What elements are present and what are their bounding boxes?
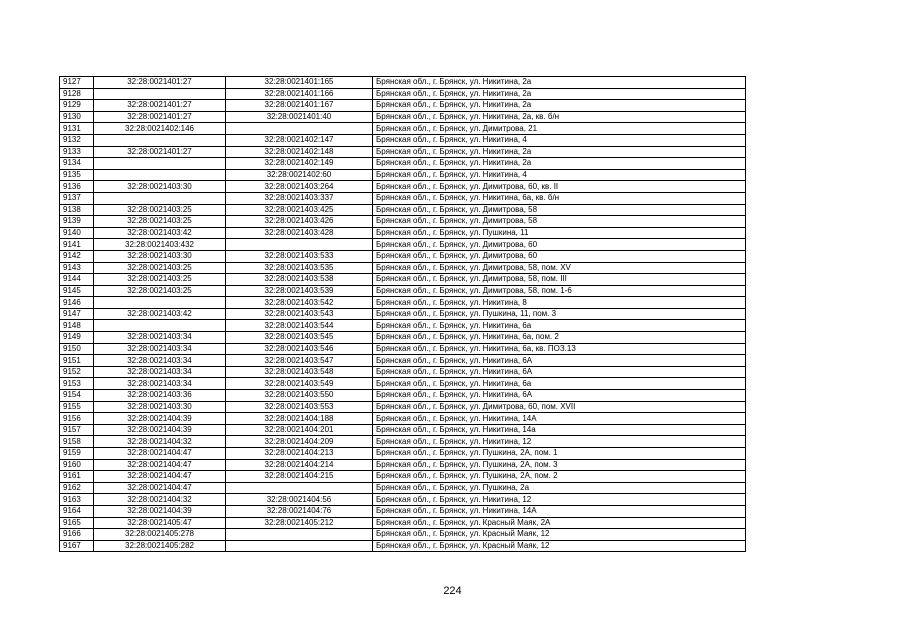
object-number-cell: 32:28:0021401:167	[226, 100, 373, 112]
address-cell: Брянская обл., г. Брянск, ул. Никитина, 12	[373, 436, 746, 448]
object-number-cell: 32:28:0021402:149	[226, 158, 373, 170]
address-cell: Брянская обл., г. Брянск, ул. Пушкина, 2а	[373, 482, 746, 494]
row-number-cell: 9158	[60, 436, 94, 448]
table-row	[60, 366, 746, 378]
address-cell: Брянская обл., г. Брянск, ул. Никитина, 2а	[373, 146, 746, 158]
object-number-cell: 32:28:0021403:549	[226, 378, 373, 390]
address-cell: Брянская обл., г. Брянск, ул. Красный Маяк, 12	[373, 529, 746, 541]
object-number-cell: 32:28:0021403:539	[226, 285, 373, 297]
cadastral-table	[59, 76, 746, 552]
object-number-cell: 32:28:0021403:544	[226, 320, 373, 332]
table-row	[60, 123, 746, 135]
address-cell: Брянская обл., г. Брянск, ул. Димитрова, 58, пом. 1-6	[373, 285, 746, 297]
object-number-cell: 32:28:0021405:212	[226, 517, 373, 529]
table-row	[60, 529, 746, 541]
object-number-cell: 32:28:0021401:40	[226, 111, 373, 123]
parcel-number-cell	[94, 158, 226, 170]
parcel-number-cell: 32:28:0021401:27	[94, 111, 226, 123]
page-number: 224	[443, 585, 462, 597]
address-cell: Брянская обл., г. Брянск, ул. Никитина, 8	[373, 297, 746, 309]
table-row	[60, 204, 746, 216]
address-cell: Брянская обл., г. Брянск, ул. Никитина, 12	[373, 494, 746, 506]
table-row	[60, 285, 746, 297]
parcel-number-cell: 32:28:0021404:39	[94, 424, 226, 436]
object-number-cell	[226, 123, 373, 135]
row-number-cell: 9139	[60, 216, 94, 228]
parcel-number-cell: 32:28:0021403:25	[94, 204, 226, 216]
table-row	[60, 100, 746, 112]
object-number-cell: 32:28:0021403:535	[226, 262, 373, 274]
parcel-number-cell: 32:28:0021404:47	[94, 459, 226, 471]
parcel-number-cell: 32:28:0021403:42	[94, 227, 226, 239]
object-number-cell: 32:28:0021403:337	[226, 192, 373, 204]
table-row	[60, 355, 746, 367]
parcel-number-cell: 32:28:0021402:146	[94, 123, 226, 135]
parcel-number-cell: 32:28:0021404:47	[94, 471, 226, 483]
parcel-number-cell: 32:28:0021405:282	[94, 540, 226, 552]
object-number-cell: 32:28:0021403:533	[226, 250, 373, 262]
parcel-number-cell: 32:28:0021403:30	[94, 181, 226, 193]
object-number-cell: 32:28:0021403:546	[226, 343, 373, 355]
row-number-cell: 9166	[60, 529, 94, 541]
row-number-cell: 9142	[60, 250, 94, 262]
parcel-number-cell: 32:28:0021401:27	[94, 100, 226, 112]
parcel-number-cell: 32:28:0021403:25	[94, 285, 226, 297]
address-cell: Брянская обл., г. Брянск, ул. Димитрова, 60, кв. II	[373, 181, 746, 193]
row-number-cell: 9163	[60, 494, 94, 506]
row-number-cell: 9152	[60, 366, 94, 378]
address-cell: Брянская обл., г. Брянск, ул. Никитина, 6а, кв. б/н	[373, 192, 746, 204]
parcel-number-cell	[94, 297, 226, 309]
row-number-cell: 9148	[60, 320, 94, 332]
row-number-cell: 9131	[60, 123, 94, 135]
address-cell: Брянская обл., г. Брянск, ул. Красный Маяк, 2А	[373, 517, 746, 529]
table-row	[60, 169, 746, 181]
parcel-number-cell	[94, 88, 226, 100]
address-cell: Брянская обл., г. Брянск, ул. Никитина, 14А	[373, 413, 746, 425]
row-number-cell: 9132	[60, 134, 94, 146]
row-number-cell: 9150	[60, 343, 94, 355]
table-row	[60, 181, 746, 193]
table-row	[60, 192, 746, 204]
object-number-cell: 32:28:0021404:201	[226, 424, 373, 436]
address-cell: Брянская обл., г. Брянск, ул. Димитрова, 58, пом. III	[373, 274, 746, 286]
address-cell: Брянская обл., г. Брянск, ул. Никитина, 6А	[373, 355, 746, 367]
address-cell: Брянская обл., г. Брянск, ул. Никитина, 4	[373, 134, 746, 146]
parcel-number-cell: 32:28:0021404:32	[94, 436, 226, 448]
table-row	[60, 239, 746, 251]
row-number-cell: 9129	[60, 100, 94, 112]
row-number-cell: 9167	[60, 540, 94, 552]
table-row	[60, 540, 746, 552]
parcel-number-cell: 32:28:0021405:47	[94, 517, 226, 529]
object-number-cell: 32:28:0021404:56	[226, 494, 373, 506]
parcel-number-cell: 32:28:0021403:30	[94, 401, 226, 413]
object-number-cell: 32:28:0021404:188	[226, 413, 373, 425]
table-row	[60, 308, 746, 320]
row-number-cell: 9128	[60, 88, 94, 100]
object-number-cell: 32:28:0021402:148	[226, 146, 373, 158]
object-number-cell: 32:28:0021403:545	[226, 332, 373, 344]
table-row	[60, 77, 746, 89]
parcel-number-cell: 32:28:0021403:34	[94, 378, 226, 390]
table-body	[60, 77, 746, 552]
address-cell: Брянская обл., г. Брянск, ул. Димитрова, 58	[373, 216, 746, 228]
row-number-cell: 9136	[60, 181, 94, 193]
address-cell: Брянская обл., г. Брянск, ул. Никитина, 4	[373, 169, 746, 181]
parcel-number-cell: 32:28:0021403:25	[94, 262, 226, 274]
table-row	[60, 297, 746, 309]
object-number-cell: 32:28:0021403:264	[226, 181, 373, 193]
row-number-cell: 9147	[60, 308, 94, 320]
address-cell: Брянская обл., г. Брянск, ул. Никитина, 2а, кв. б/н	[373, 111, 746, 123]
object-number-cell: 32:28:0021403:553	[226, 401, 373, 413]
parcel-number-cell: 32:28:0021403:34	[94, 343, 226, 355]
table-row	[60, 448, 746, 460]
object-number-cell: 32:28:0021404:209	[226, 436, 373, 448]
row-number-cell: 9159	[60, 448, 94, 460]
address-cell: Брянская обл., г. Брянск, ул. Никитина, 14а	[373, 424, 746, 436]
address-cell: Брянская обл., г. Брянск, ул. Никитина, 6а, кв. ПОЗ.13	[373, 343, 746, 355]
address-cell: Брянская обл., г. Брянск, ул. Никитина, 6а, пом. 2	[373, 332, 746, 344]
row-number-cell: 9133	[60, 146, 94, 158]
row-number-cell: 9165	[60, 517, 94, 529]
row-number-cell: 9134	[60, 158, 94, 170]
parcel-number-cell: 32:28:0021401:27	[94, 77, 226, 89]
table-row	[60, 274, 746, 286]
parcel-number-cell: 32:28:0021404:47	[94, 482, 226, 494]
object-number-cell: 32:28:0021403:543	[226, 308, 373, 320]
parcel-number-cell	[94, 192, 226, 204]
object-number-cell	[226, 540, 373, 552]
address-cell: Брянская обл., г. Брянск, ул. Никитина, 2а	[373, 88, 746, 100]
table-row	[60, 320, 746, 332]
table-row	[60, 146, 746, 158]
row-number-cell: 9161	[60, 471, 94, 483]
parcel-number-cell: 32:28:0021403:36	[94, 390, 226, 402]
parcel-number-cell: 32:28:0021403:25	[94, 274, 226, 286]
address-cell: Брянская обл., г. Брянск, ул. Димитрова, 58, пом. XV	[373, 262, 746, 274]
address-cell: Брянская обл., г. Брянск, ул. Пушкина, 2А, пом. 1	[373, 448, 746, 460]
parcel-number-cell: 32:28:0021404:32	[94, 494, 226, 506]
object-number-cell: 32:28:0021402:147	[226, 134, 373, 146]
address-cell: Брянская обл., г. Брянск, ул. Никитина, 6А	[373, 366, 746, 378]
row-number-cell: 9130	[60, 111, 94, 123]
table-row	[60, 413, 746, 425]
row-number-cell: 9153	[60, 378, 94, 390]
parcel-number-cell: 32:28:0021404:39	[94, 413, 226, 425]
parcel-number-cell	[94, 169, 226, 181]
parcel-number-cell: 32:28:0021403:34	[94, 332, 226, 344]
row-number-cell: 9162	[60, 482, 94, 494]
row-number-cell: 9138	[60, 204, 94, 216]
row-number-cell: 9145	[60, 285, 94, 297]
object-number-cell	[226, 239, 373, 251]
parcel-number-cell: 32:28:0021405:278	[94, 529, 226, 541]
object-number-cell	[226, 482, 373, 494]
row-number-cell: 9149	[60, 332, 94, 344]
row-number-cell: 9164	[60, 505, 94, 517]
address-cell: Брянская обл., г. Брянск, ул. Димитрова, 60	[373, 250, 746, 262]
address-cell: Брянская обл., г. Брянск, ул. Никитина, 6а	[373, 320, 746, 332]
row-number-cell: 9127	[60, 77, 94, 89]
address-cell: Брянская обл., г. Брянск, ул. Никитина, 6А	[373, 390, 746, 402]
table-row	[60, 134, 746, 146]
table-row	[60, 378, 746, 390]
object-number-cell: 32:28:0021401:166	[226, 88, 373, 100]
row-number-cell: 9140	[60, 227, 94, 239]
row-number-cell: 9154	[60, 390, 94, 402]
table-row	[60, 343, 746, 355]
parcel-number-cell	[94, 320, 226, 332]
table-row	[60, 111, 746, 123]
address-cell: Брянская обл., г. Брянск, ул. Пушкина, 11, пом. 3	[373, 308, 746, 320]
parcel-number-cell: 32:28:0021403:25	[94, 216, 226, 228]
object-number-cell: 32:28:0021404:214	[226, 459, 373, 471]
object-number-cell	[226, 529, 373, 541]
address-cell: Брянская обл., г. Брянск, ул. Пушкина, 2А, пом. 2	[373, 471, 746, 483]
address-cell: Брянская обл., г. Брянск, ул. Димитрова, 21	[373, 123, 746, 135]
address-cell: Брянская обл., г. Брянск, ул. Пушкина, 11	[373, 227, 746, 239]
table-row	[60, 517, 746, 529]
address-cell: Брянская обл., г. Брянск, ул. Димитрова, 60	[373, 239, 746, 251]
parcel-number-cell: 32:28:0021404:39	[94, 505, 226, 517]
object-number-cell: 32:28:0021403:426	[226, 216, 373, 228]
parcel-number-cell: 32:28:0021403:432	[94, 239, 226, 251]
object-number-cell: 32:28:0021403:550	[226, 390, 373, 402]
parcel-number-cell: 32:28:0021403:30	[94, 250, 226, 262]
table-row	[60, 459, 746, 471]
parcel-number-cell: 32:28:0021403:34	[94, 366, 226, 378]
parcel-number-cell: 32:28:0021403:42	[94, 308, 226, 320]
row-number-cell: 9141	[60, 239, 94, 251]
row-number-cell: 9146	[60, 297, 94, 309]
object-number-cell: 32:28:0021403:542	[226, 297, 373, 309]
address-cell: Брянская обл., г. Брянск, ул. Пушкина, 2А, пом. 3	[373, 459, 746, 471]
row-number-cell: 9143	[60, 262, 94, 274]
object-number-cell: 32:28:0021402:60	[226, 169, 373, 181]
row-number-cell: 9137	[60, 192, 94, 204]
address-cell: Брянская обл., г. Брянск, ул. Димитрова, 60, пом. XVII	[373, 401, 746, 413]
table-row	[60, 424, 746, 436]
table-row	[60, 390, 746, 402]
row-number-cell: 9135	[60, 169, 94, 181]
table-row	[60, 505, 746, 517]
parcel-number-cell	[94, 134, 226, 146]
address-cell: Брянская обл., г. Брянск, ул. Никитина, 2а	[373, 158, 746, 170]
object-number-cell: 32:28:0021401:165	[226, 77, 373, 89]
parcel-number-cell: 32:28:0021404:47	[94, 448, 226, 460]
row-number-cell: 9156	[60, 413, 94, 425]
address-cell: Брянская обл., г. Брянск, ул. Красный Маяк, 12	[373, 540, 746, 552]
parcel-number-cell: 32:28:0021401:27	[94, 146, 226, 158]
table-row	[60, 332, 746, 344]
address-cell: Брянская обл., г. Брянск, ул. Никитина, 6а	[373, 378, 746, 390]
table-row	[60, 88, 746, 100]
object-number-cell: 32:28:0021404:213	[226, 448, 373, 460]
address-cell: Брянская обл., г. Брянск, ул. Димитрова, 58	[373, 204, 746, 216]
row-number-cell: 9160	[60, 459, 94, 471]
object-number-cell: 32:28:0021404:76	[226, 505, 373, 517]
address-cell: Брянская обл., г. Брянск, ул. Никитина, 14А	[373, 505, 746, 517]
object-number-cell: 32:28:0021403:548	[226, 366, 373, 378]
row-number-cell: 9155	[60, 401, 94, 413]
address-cell: Брянская обл., г. Брянск, ул. Никитина, 2а	[373, 100, 746, 112]
row-number-cell: 9157	[60, 424, 94, 436]
object-number-cell: 32:28:0021403:428	[226, 227, 373, 239]
object-number-cell: 32:28:0021403:425	[226, 204, 373, 216]
row-number-cell: 9144	[60, 274, 94, 286]
address-cell: Брянская обл., г. Брянск, ул. Никитина, 2а	[373, 77, 746, 89]
table-row	[60, 482, 746, 494]
table-row	[60, 158, 746, 170]
parcel-number-cell: 32:28:0021403:34	[94, 355, 226, 367]
object-number-cell: 32:28:0021403:538	[226, 274, 373, 286]
table-row	[60, 436, 746, 448]
table-row	[60, 250, 746, 262]
object-number-cell: 32:28:0021404:215	[226, 471, 373, 483]
object-number-cell: 32:28:0021403:547	[226, 355, 373, 367]
table-row	[60, 227, 746, 239]
table-row	[60, 494, 746, 506]
row-number-cell: 9151	[60, 355, 94, 367]
table-row	[60, 262, 746, 274]
table-row	[60, 401, 746, 413]
table-row	[60, 216, 746, 228]
table-row	[60, 471, 746, 483]
